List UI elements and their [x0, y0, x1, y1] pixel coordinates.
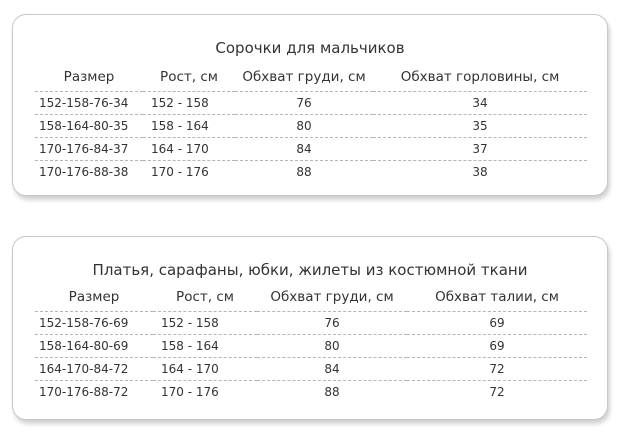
cell-waist: 69 [407, 312, 587, 335]
cell-size: 164-170-84-72 [35, 358, 153, 381]
size-table [35, 287, 587, 403]
cell-size: 158-164-80-35 [35, 115, 143, 138]
cell-chest: 80 [235, 115, 373, 138]
column-header-size: Размер [35, 67, 143, 92]
cell-waist: 72 [489, 385, 505, 399]
cell-size: 170-176-88-38 [39, 165, 129, 179]
cell-size: 170-176-84-37 [35, 138, 143, 161]
cell-height: 170 - 176 [161, 385, 219, 399]
cell-chest: 76 [235, 92, 373, 115]
size-table-card-shirts [12, 14, 608, 196]
cell-neck: 38 [472, 165, 488, 179]
cell-size: 158-164-80-69 [35, 335, 153, 358]
column-header-chest: Обхват груди, см [235, 67, 373, 92]
cell-height: 152 - 158 [143, 92, 235, 115]
cell-height: 158 - 164 [153, 335, 257, 358]
table-title: Сорочки для мальчиков [215, 39, 405, 57]
cell-chest: 88 [324, 385, 340, 399]
table-row [35, 115, 587, 138]
table-header-row [35, 287, 587, 312]
column-header-height: Рост, см [143, 67, 235, 92]
cell-size: 170-176-88-72 [39, 385, 129, 399]
cell-chest: 76 [257, 312, 407, 335]
cell-height: 158 - 164 [143, 115, 235, 138]
cell-height: 164 - 170 [153, 358, 257, 381]
cell-chest: 80 [257, 335, 407, 358]
cell-neck: 34 [373, 92, 587, 115]
size-table [35, 67, 587, 183]
cell-waist: 69 [407, 335, 587, 358]
table-row [35, 381, 587, 404]
table-row [35, 335, 587, 358]
column-header-neck: Обхват горловины, см [373, 67, 587, 92]
column-header-waist: Обхват талии, см [407, 287, 587, 312]
table-row [35, 312, 587, 335]
table-title: Платья, сарафаны, юбки, жилеты из костюмной ткани [92, 261, 528, 279]
cell-size: 152-158-76-34 [35, 92, 143, 115]
cell-chest: 84 [257, 358, 407, 381]
table-row [35, 138, 587, 161]
cell-neck: 37 [373, 138, 587, 161]
column-header-height: Рост, см [153, 287, 257, 312]
cell-height: 170 - 176 [151, 165, 209, 179]
column-header-size: Размер [35, 287, 153, 312]
cell-chest: 88 [296, 165, 312, 179]
size-table-card-dresses [12, 236, 608, 420]
cell-waist: 72 [407, 358, 587, 381]
table-row [35, 92, 587, 115]
table-row [35, 161, 587, 184]
table-row [35, 358, 587, 381]
cell-chest: 84 [235, 138, 373, 161]
table-header-row [35, 67, 587, 92]
cell-neck: 35 [373, 115, 587, 138]
cell-height: 164 - 170 [143, 138, 235, 161]
column-header-chest: Обхват груди, см [257, 287, 407, 312]
cell-height: 152 - 158 [153, 312, 257, 335]
cell-size: 152-158-76-69 [35, 312, 153, 335]
